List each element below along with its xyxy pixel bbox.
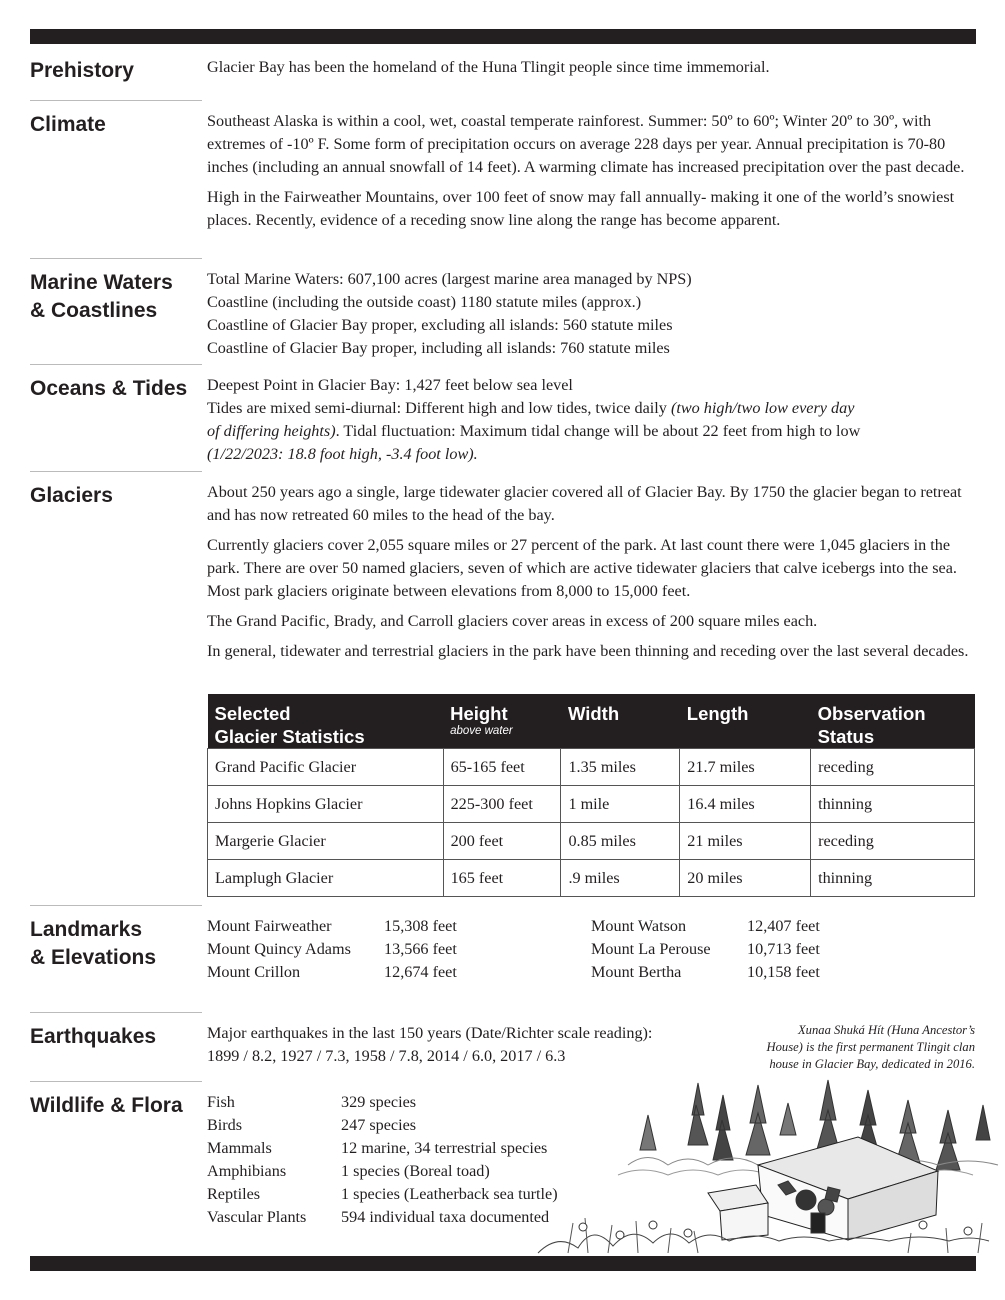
section-divider <box>30 1081 202 1082</box>
table-row <box>208 749 975 786</box>
section-body <box>207 110 976 239</box>
heading-line: & Coastlines <box>30 299 158 322</box>
cell-glacier-name: Margerie Glacier <box>208 823 444 860</box>
section-body <box>207 915 976 984</box>
section-divider <box>30 1012 202 1013</box>
marine-line: Coastline (including the outside coast) 1180 statute miles (approx.) <box>207 293 642 311</box>
cell-glacier-name: Lamplugh Glacier <box>208 860 444 897</box>
cell-length: 21 miles <box>680 823 811 860</box>
prehistory-text: Glacier Bay has been the homeland of the Huna Tlingit people since time immemorial. <box>207 58 770 76</box>
landmark-elevation: 10,158 feet <box>747 963 820 981</box>
heading-line: Marine Waters <box>30 271 173 294</box>
section-divider <box>30 471 202 472</box>
cell-width: 0.85 miles <box>561 823 680 860</box>
table-row <box>208 823 975 860</box>
section-heading: Earthquakes <box>30 1025 157 1048</box>
section-heading: Prehistory <box>30 59 134 82</box>
oceans-line <box>207 397 976 420</box>
cell-height: 225-300 feet <box>443 786 561 823</box>
section-body <box>207 1091 607 1229</box>
illustration-caption <box>735 1022 975 1073</box>
cell-status: receding <box>811 749 975 786</box>
cell-glacier-name: Grand Pacific Glacier <box>208 749 444 786</box>
section-divider <box>30 258 202 259</box>
glaciers-paragraph-3: The Grand Pacific, Brady, and Carroll glaciers cover areas in excess of 200 square miles each. <box>207 612 818 630</box>
oceans-italic-text: of differing heights) <box>207 422 336 440</box>
top-border-bar <box>30 29 976 44</box>
oceans-line <box>207 443 976 466</box>
landmarks-grid <box>207 915 976 984</box>
cell-status: receding <box>811 823 975 860</box>
landmark-name: Mount Quincy Adams <box>207 940 351 958</box>
bottom-border-bar <box>30 1256 976 1271</box>
section-heading: Glaciers <box>30 484 113 507</box>
caption-line: Xunaa Shuká Hít (Huna Ancestor’s <box>797 1023 975 1037</box>
wildlife-value: 1 species (Leatherback sea turtle) <box>341 1185 558 1203</box>
climate-paragraph-2: High in the Fairweather Mountains, over 100 feet of snow may fall annually- making it one of the world’s snowiest places. Recently, evidence of a receding snow line along the range has become apparent. <box>207 188 955 229</box>
wildlife-label: Mammals <box>207 1139 272 1157</box>
wildlife-value: 1 species (Boreal toad) <box>341 1162 490 1180</box>
oceans-text: Tides are mixed semi-diurnal: Different high and low tides, twice daily <box>207 399 671 417</box>
oceans-italic-text: (1/22/2023: 18.8 foot high, -3.4 foot low). <box>207 445 478 463</box>
section-body <box>207 374 976 466</box>
wildlife-label: Reptiles <box>207 1185 261 1203</box>
column-header-length: Length <box>680 694 811 749</box>
glaciers-paragraph-1: About 250 years ago a single, large tidewater glacier covered all of Glacier Bay. By 1750 the glacier began to retreat and has now retreated 60 miles to the head of the bay. <box>207 483 962 524</box>
landmark-name: Mount Watson <box>591 917 687 935</box>
section-divider <box>30 364 202 365</box>
table-header-row <box>208 694 975 749</box>
wildlife-label: Birds <box>207 1116 243 1134</box>
landmark-name: Mount Bertha <box>591 963 682 981</box>
wildlife-label: Vascular Plants <box>207 1208 307 1226</box>
section-heading: Oceans & Tides <box>30 377 188 400</box>
section-body <box>207 481 976 670</box>
heading-line: & Elevations <box>30 946 157 969</box>
glacier-statistics-table <box>207 694 975 897</box>
landmark-name: Mount Fairweather <box>207 917 332 935</box>
section-heading <box>30 269 205 325</box>
section-divider <box>30 905 202 906</box>
heading-line: Landmarks <box>30 918 143 941</box>
glaciers-paragraph-2: Currently glaciers cover 2,055 square miles or 27 percent of the park. At last count there were 1,045 glaciers in the park. There are over 50 named glaciers, seven of which are active tidewater glaciers that calve icebergs into the sea. Most park glaciers originate between elevations from 8,000 to 15,000 feet. <box>207 536 957 600</box>
table-row <box>208 860 975 897</box>
cell-height: 65-165 feet <box>443 749 561 786</box>
landmark-elevation: 10,713 feet <box>747 940 820 958</box>
cell-length: 21.7 miles <box>680 749 811 786</box>
oceans-line <box>207 420 976 443</box>
marine-line: Total Marine Waters: 607,100 acres (largest marine area managed by NPS) <box>207 270 692 288</box>
section-body <box>207 268 976 360</box>
cell-width: 1.35 miles <box>561 749 680 786</box>
column-header-height <box>443 694 561 749</box>
wildlife-value: 12 marine, 34 terrestrial species <box>341 1139 548 1157</box>
table-row <box>208 786 975 823</box>
marine-line: Coastline of Glacier Bay proper, including all islands: 760 statute miles <box>207 339 670 357</box>
climate-paragraph-1: Southeast Alaska is within a cool, wet, coastal temperate rainforest. Summer: 50º to 60º; Winter 20º to 30º, with extremes of -10º F. Some form of precipitation occurs on average 228 days per year. Annual precipitation is 70-80 inches (including an annual snowfall of 14 feet). A warming climate has increased precipitation over the past decade. <box>207 112 965 176</box>
oceans-line: Deepest Point in Glacier Bay: 1,427 feet below sea level <box>207 376 573 394</box>
header-subtitle: above water <box>450 725 513 737</box>
cell-status: thinning <box>811 786 975 823</box>
section-body <box>207 56 976 79</box>
marine-line: Coastline of Glacier Bay proper, excluding all islands: 560 statute miles <box>207 316 673 334</box>
wildlife-label: Fish <box>207 1093 235 1111</box>
wildlife-grid <box>207 1091 607 1229</box>
landmark-elevation: 15,308 feet <box>384 917 457 935</box>
wildlife-value: 247 species <box>341 1116 417 1134</box>
section-heading <box>30 916 205 972</box>
section-divider <box>30 100 202 101</box>
oceans-text: . Tidal fluctuation: Maximum tidal change will be about 22 feet from high to low <box>335 422 861 440</box>
cell-width: 1 mile <box>561 786 680 823</box>
section-heading: Climate <box>30 113 106 136</box>
oceans-italic-text: (two high/two low every day <box>670 399 855 417</box>
caption-line: House) is the first permanent Tlingit clan <box>766 1040 975 1054</box>
section-body <box>207 1022 747 1068</box>
caption-line: house in Glacier Bay, dedicated in 2016. <box>769 1057 975 1071</box>
cell-length: 16.4 miles <box>680 786 811 823</box>
wildlife-value: 594 individual taxa documented <box>341 1208 550 1226</box>
wildlife-value: 329 species <box>341 1093 417 1111</box>
landmark-name: Mount La Perouse <box>591 940 711 958</box>
wildlife-label: Amphibians <box>207 1162 287 1180</box>
landmark-elevation: 12,407 feet <box>747 917 820 935</box>
header-line: Selected <box>214 703 291 724</box>
cell-status: thinning <box>811 860 975 897</box>
landmark-elevation: 13,566 feet <box>384 940 457 958</box>
cell-width: .9 miles <box>561 860 680 897</box>
column-header-width: Width <box>561 694 680 749</box>
column-header-status <box>811 694 975 749</box>
landmark-elevation: 12,674 feet <box>384 963 457 981</box>
cell-length: 20 miles <box>680 860 811 897</box>
header-line: Height <box>450 703 508 724</box>
header-line: Observation <box>817 703 926 724</box>
earthquakes-line: 1899 / 8.2, 1927 / 7.3, 1958 / 7.8, 2014 / 6.0, 2017 / 6.3 <box>207 1047 566 1065</box>
column-header-glacier <box>208 694 444 749</box>
landmark-name: Mount Crillon <box>207 963 301 981</box>
header-line: Glacier Statistics <box>214 726 365 747</box>
header-line: Status <box>817 726 875 747</box>
glaciers-paragraph-4: In general, tidewater and terrestrial glaciers in the park have been thinning and receding over the last several decades. <box>207 642 969 660</box>
cell-height: 200 feet <box>443 823 561 860</box>
earthquakes-line: Major earthquakes in the last 150 years (Date/Richter scale reading): <box>207 1024 653 1042</box>
cell-glacier-name: Johns Hopkins Glacier <box>208 786 444 823</box>
cell-height: 165 feet <box>443 860 561 897</box>
section-heading: Wildlife & Flora <box>30 1094 183 1117</box>
